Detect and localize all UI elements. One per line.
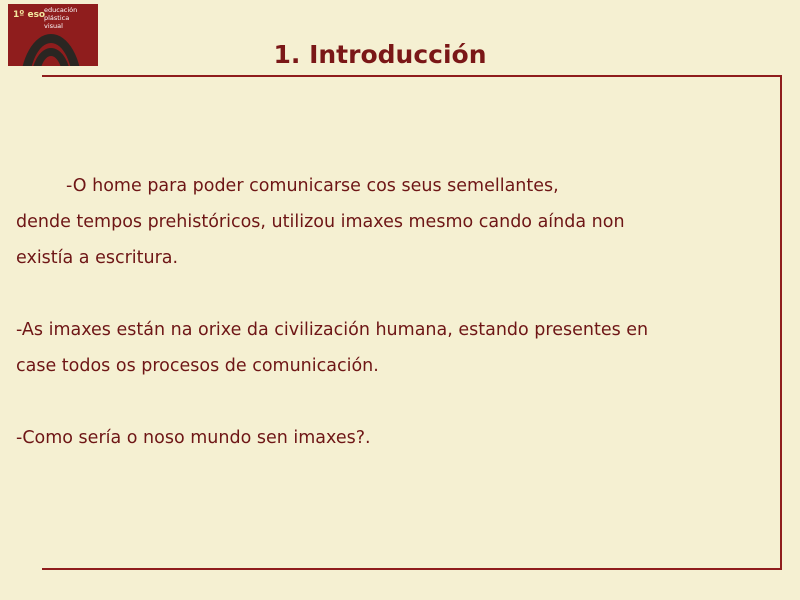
logo-subject-line-3: visual: [44, 22, 63, 30]
paragraph-2-line-1: -As imaxes están na orixe da civilización humana, estando presentes en: [16, 320, 649, 340]
paragraph-spacer-1: [16, 276, 766, 312]
paragraph-spacer-2: [16, 384, 766, 420]
paragraph-3-line-1: -Como sería o noso mundo sen imaxes?.: [16, 428, 371, 448]
course-logo: [8, 4, 98, 66]
right-border-line: [780, 75, 782, 570]
logo-course-label: 1º eso: [13, 10, 46, 20]
logo-subject-line-2: plástica: [44, 14, 70, 22]
paragraph-1-line-3: existía a escritura.: [16, 248, 179, 268]
paragraph-2: [16, 312, 766, 384]
slide-body: [16, 168, 766, 456]
paragraph-3: [16, 420, 766, 456]
logo-subject-label: [44, 6, 77, 30]
logo-subject-line-1: educación: [44, 6, 78, 14]
paragraph-1: [16, 168, 766, 276]
paragraph-1-line-2: dende tempos prehistóricos, utilizou imaxes mesmo cando aínda non: [16, 212, 625, 232]
page-title: 1. Introducción: [273, 40, 487, 69]
paragraph-1-line-1: -O home para poder comunicarse cos seus semellantes,: [66, 176, 559, 196]
bottom-border-line: [42, 568, 782, 570]
paragraph-2-line-2: case todos os procesos de comunicación.: [16, 356, 379, 376]
header-divider: [42, 75, 782, 77]
